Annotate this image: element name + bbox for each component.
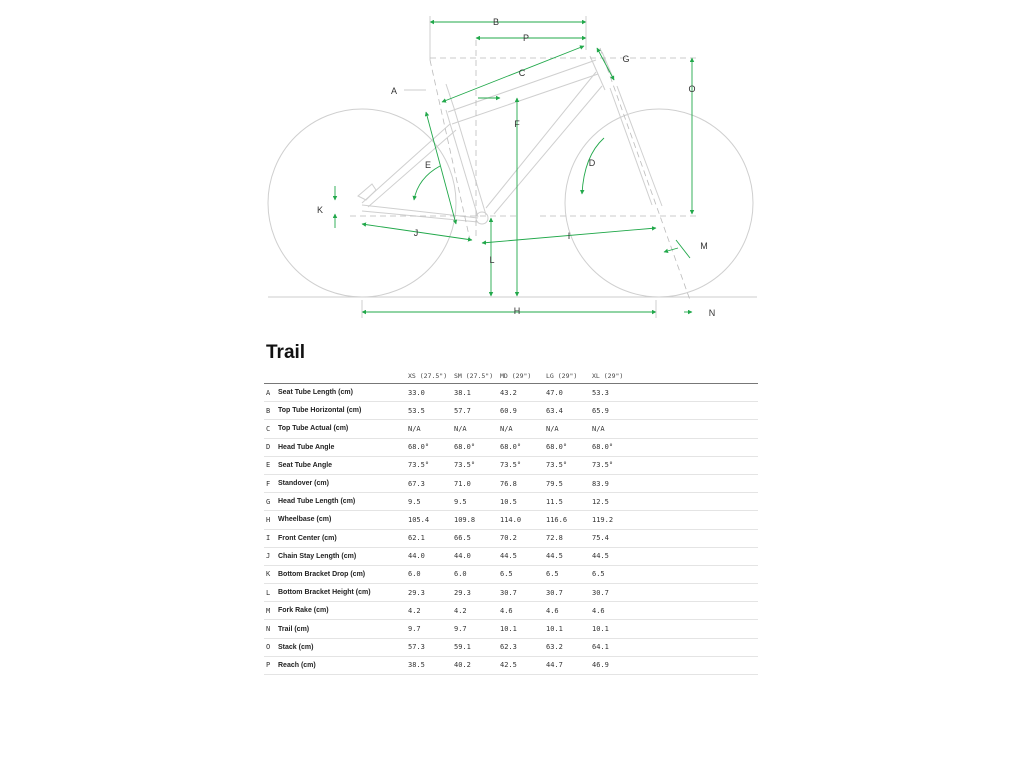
- table-row: [264, 511, 758, 529]
- row-letter: E: [264, 456, 278, 474]
- row-filler: [638, 493, 758, 511]
- row-letter: I: [264, 529, 278, 547]
- row-filler: [638, 420, 758, 438]
- row-letter: B: [264, 402, 278, 420]
- page-title: Trail: [266, 342, 306, 363]
- row-measurement-label: Head Tube Length (cm): [278, 493, 408, 511]
- table-row: [264, 402, 758, 420]
- label-K: K: [316, 205, 324, 215]
- header-blank: [264, 369, 278, 384]
- row-value: 9.5: [408, 493, 454, 511]
- row-value: 29.3: [408, 584, 454, 602]
- row-letter: M: [264, 602, 278, 620]
- row-value: 6.0: [408, 565, 454, 583]
- row-measurement-label: Standover (cm): [278, 474, 408, 492]
- label-F: F: [514, 119, 520, 129]
- bike-geometry-diagram: [0, 0, 1024, 330]
- row-measurement-label: Chain Stay Length (cm): [278, 547, 408, 565]
- size-header: MD (29"): [500, 369, 546, 384]
- row-measurement-label: Seat Tube Length (cm): [278, 384, 408, 402]
- row-filler: [638, 402, 758, 420]
- row-value: 4.2: [408, 602, 454, 620]
- row-filler: [638, 565, 758, 583]
- table-row: [264, 420, 758, 438]
- row-value: 66.5: [454, 529, 500, 547]
- size-header: SM (27.5"): [454, 369, 500, 384]
- label-I: I: [567, 231, 571, 241]
- row-letter: O: [264, 638, 278, 656]
- row-value: 4.2: [454, 602, 500, 620]
- label-M: M: [700, 241, 708, 251]
- table-row: [264, 638, 758, 656]
- row-value: 114.0: [500, 511, 546, 529]
- row-value: 64.1: [592, 638, 638, 656]
- row-measurement-label: Head Tube Angle: [278, 438, 408, 456]
- label-A: A: [390, 86, 398, 96]
- label-L: L: [489, 255, 495, 265]
- row-value: 119.2: [592, 511, 638, 529]
- table-header: [264, 369, 758, 384]
- row-value: 44.5: [592, 547, 638, 565]
- label-C: C: [518, 68, 526, 78]
- row-filler: [638, 438, 758, 456]
- row-filler: [638, 584, 758, 602]
- row-filler: [638, 620, 758, 638]
- table-row: [264, 529, 758, 547]
- label-J: J: [413, 228, 419, 238]
- row-value: 30.7: [546, 584, 592, 602]
- table-row: [264, 456, 758, 474]
- row-value: 53.5: [408, 402, 454, 420]
- row-value: 73.5°: [500, 456, 546, 474]
- row-value: 60.9: [500, 402, 546, 420]
- label-E: E: [424, 160, 432, 170]
- label-N: N: [708, 308, 716, 318]
- row-value: 10.1: [592, 620, 638, 638]
- row-value: 68.0°: [592, 438, 638, 456]
- row-value: 4.6: [592, 602, 638, 620]
- row-letter: H: [264, 511, 278, 529]
- row-letter: A: [264, 384, 278, 402]
- row-value: 62.3: [500, 638, 546, 656]
- table-row: [264, 620, 758, 638]
- row-value: 65.9: [592, 402, 638, 420]
- row-value: 44.0: [454, 547, 500, 565]
- row-value: N/A: [454, 420, 500, 438]
- row-letter: J: [264, 547, 278, 565]
- row-filler: [638, 547, 758, 565]
- table-row: [264, 474, 758, 492]
- row-value: 43.2: [500, 384, 546, 402]
- row-filler: [638, 529, 758, 547]
- row-measurement-label: Bottom Bracket Drop (cm): [278, 565, 408, 583]
- row-value: N/A: [546, 420, 592, 438]
- row-value: 9.5: [454, 493, 500, 511]
- table-row: [264, 656, 758, 674]
- row-value: 67.3: [408, 474, 454, 492]
- row-value: 63.2: [546, 638, 592, 656]
- table-row: [264, 547, 758, 565]
- table-body: [264, 384, 758, 675]
- row-value: 9.7: [454, 620, 500, 638]
- row-measurement-label: Trail (cm): [278, 620, 408, 638]
- row-value: 6.0: [454, 565, 500, 583]
- row-value: 73.5°: [454, 456, 500, 474]
- row-value: 38.5: [408, 656, 454, 674]
- label-D: D: [588, 158, 596, 168]
- row-letter: D: [264, 438, 278, 456]
- row-value: 57.3: [408, 638, 454, 656]
- row-value: 72.8: [546, 529, 592, 547]
- row-value: 38.1: [454, 384, 500, 402]
- construction-lines: [350, 40, 700, 300]
- table-row: [264, 438, 758, 456]
- bike-frame: [358, 52, 662, 224]
- row-value: 4.6: [500, 602, 546, 620]
- row-value: 30.7: [592, 584, 638, 602]
- row-value: 73.5°: [592, 456, 638, 474]
- table-row: [264, 493, 758, 511]
- row-value: 75.4: [592, 529, 638, 547]
- row-value: 6.5: [592, 565, 638, 583]
- geometry-table: [264, 369, 758, 675]
- header-filler: [638, 369, 758, 384]
- row-measurement-label: Stack (cm): [278, 638, 408, 656]
- label-O: O: [688, 84, 696, 94]
- row-letter: F: [264, 474, 278, 492]
- size-header: XS (27.5"): [408, 369, 454, 384]
- row-value: 76.8: [500, 474, 546, 492]
- row-value: 44.5: [546, 547, 592, 565]
- row-value: 40.2: [454, 656, 500, 674]
- row-value: 10.1: [546, 620, 592, 638]
- row-value: 46.9: [592, 656, 638, 674]
- row-letter: N: [264, 620, 278, 638]
- row-letter: K: [264, 565, 278, 583]
- table-header-row: [264, 369, 758, 384]
- row-value: 33.0: [408, 384, 454, 402]
- row-filler: [638, 456, 758, 474]
- row-value: 73.5°: [408, 456, 454, 474]
- row-filler: [638, 474, 758, 492]
- row-value: 105.4: [408, 511, 454, 529]
- row-value: 44.5: [500, 547, 546, 565]
- label-B: B: [492, 17, 500, 27]
- label-H: H: [513, 306, 521, 316]
- row-value: 57.7: [454, 402, 500, 420]
- row-value: 30.7: [500, 584, 546, 602]
- row-value: 4.6: [546, 602, 592, 620]
- header-blank: [278, 369, 408, 384]
- row-value: 12.5: [592, 493, 638, 511]
- row-value: 83.9: [592, 474, 638, 492]
- row-letter: G: [264, 493, 278, 511]
- row-value: 63.4: [546, 402, 592, 420]
- row-filler: [638, 384, 758, 402]
- row-measurement-label: Top Tube Actual (cm): [278, 420, 408, 438]
- row-value: 109.8: [454, 511, 500, 529]
- row-value: 116.6: [546, 511, 592, 529]
- row-filler: [638, 656, 758, 674]
- row-measurement-label: Reach (cm): [278, 656, 408, 674]
- row-measurement-label: Seat Tube Angle: [278, 456, 408, 474]
- row-value: N/A: [592, 420, 638, 438]
- row-filler: [638, 511, 758, 529]
- row-measurement-label: Fork Rake (cm): [278, 602, 408, 620]
- row-letter: C: [264, 420, 278, 438]
- row-value: 42.5: [500, 656, 546, 674]
- row-value: 79.5: [546, 474, 592, 492]
- row-value: 29.3: [454, 584, 500, 602]
- row-filler: [638, 638, 758, 656]
- row-value: 53.3: [592, 384, 638, 402]
- row-measurement-label: Top Tube Horizontal (cm): [278, 402, 408, 420]
- row-value: 73.5°: [546, 456, 592, 474]
- row-value: 11.5: [546, 493, 592, 511]
- row-value: 10.1: [500, 620, 546, 638]
- row-value: 68.0°: [408, 438, 454, 456]
- row-measurement-label: Front Center (cm): [278, 529, 408, 547]
- row-value: 70.2: [500, 529, 546, 547]
- row-value: 6.5: [546, 565, 592, 583]
- row-filler: [638, 602, 758, 620]
- table-row: [264, 384, 758, 402]
- row-letter: L: [264, 584, 278, 602]
- row-value: 71.0: [454, 474, 500, 492]
- row-value: 6.5: [500, 565, 546, 583]
- label-G: G: [622, 54, 630, 64]
- row-measurement-label: Bottom Bracket Height (cm): [278, 584, 408, 602]
- row-value: N/A: [408, 420, 454, 438]
- row-value: 44.7: [546, 656, 592, 674]
- row-value: 68.0°: [454, 438, 500, 456]
- row-letter: P: [264, 656, 278, 674]
- row-value: 10.5: [500, 493, 546, 511]
- table-row: [264, 602, 758, 620]
- table-row: [264, 584, 758, 602]
- size-header: XL (29"): [592, 369, 638, 384]
- row-value: 68.0°: [500, 438, 546, 456]
- row-value: N/A: [500, 420, 546, 438]
- row-value: 59.1: [454, 638, 500, 656]
- row-measurement-label: Wheelbase (cm): [278, 511, 408, 529]
- row-value: 9.7: [408, 620, 454, 638]
- row-value: 68.0°: [546, 438, 592, 456]
- row-value: 47.0: [546, 384, 592, 402]
- label-P: P: [522, 33, 530, 43]
- extension-lines: [362, 16, 656, 318]
- row-value: 62.1: [408, 529, 454, 547]
- row-value: 44.0: [408, 547, 454, 565]
- front-wheel: [565, 109, 753, 297]
- table-row: [264, 565, 758, 583]
- size-header: LG (29"): [546, 369, 592, 384]
